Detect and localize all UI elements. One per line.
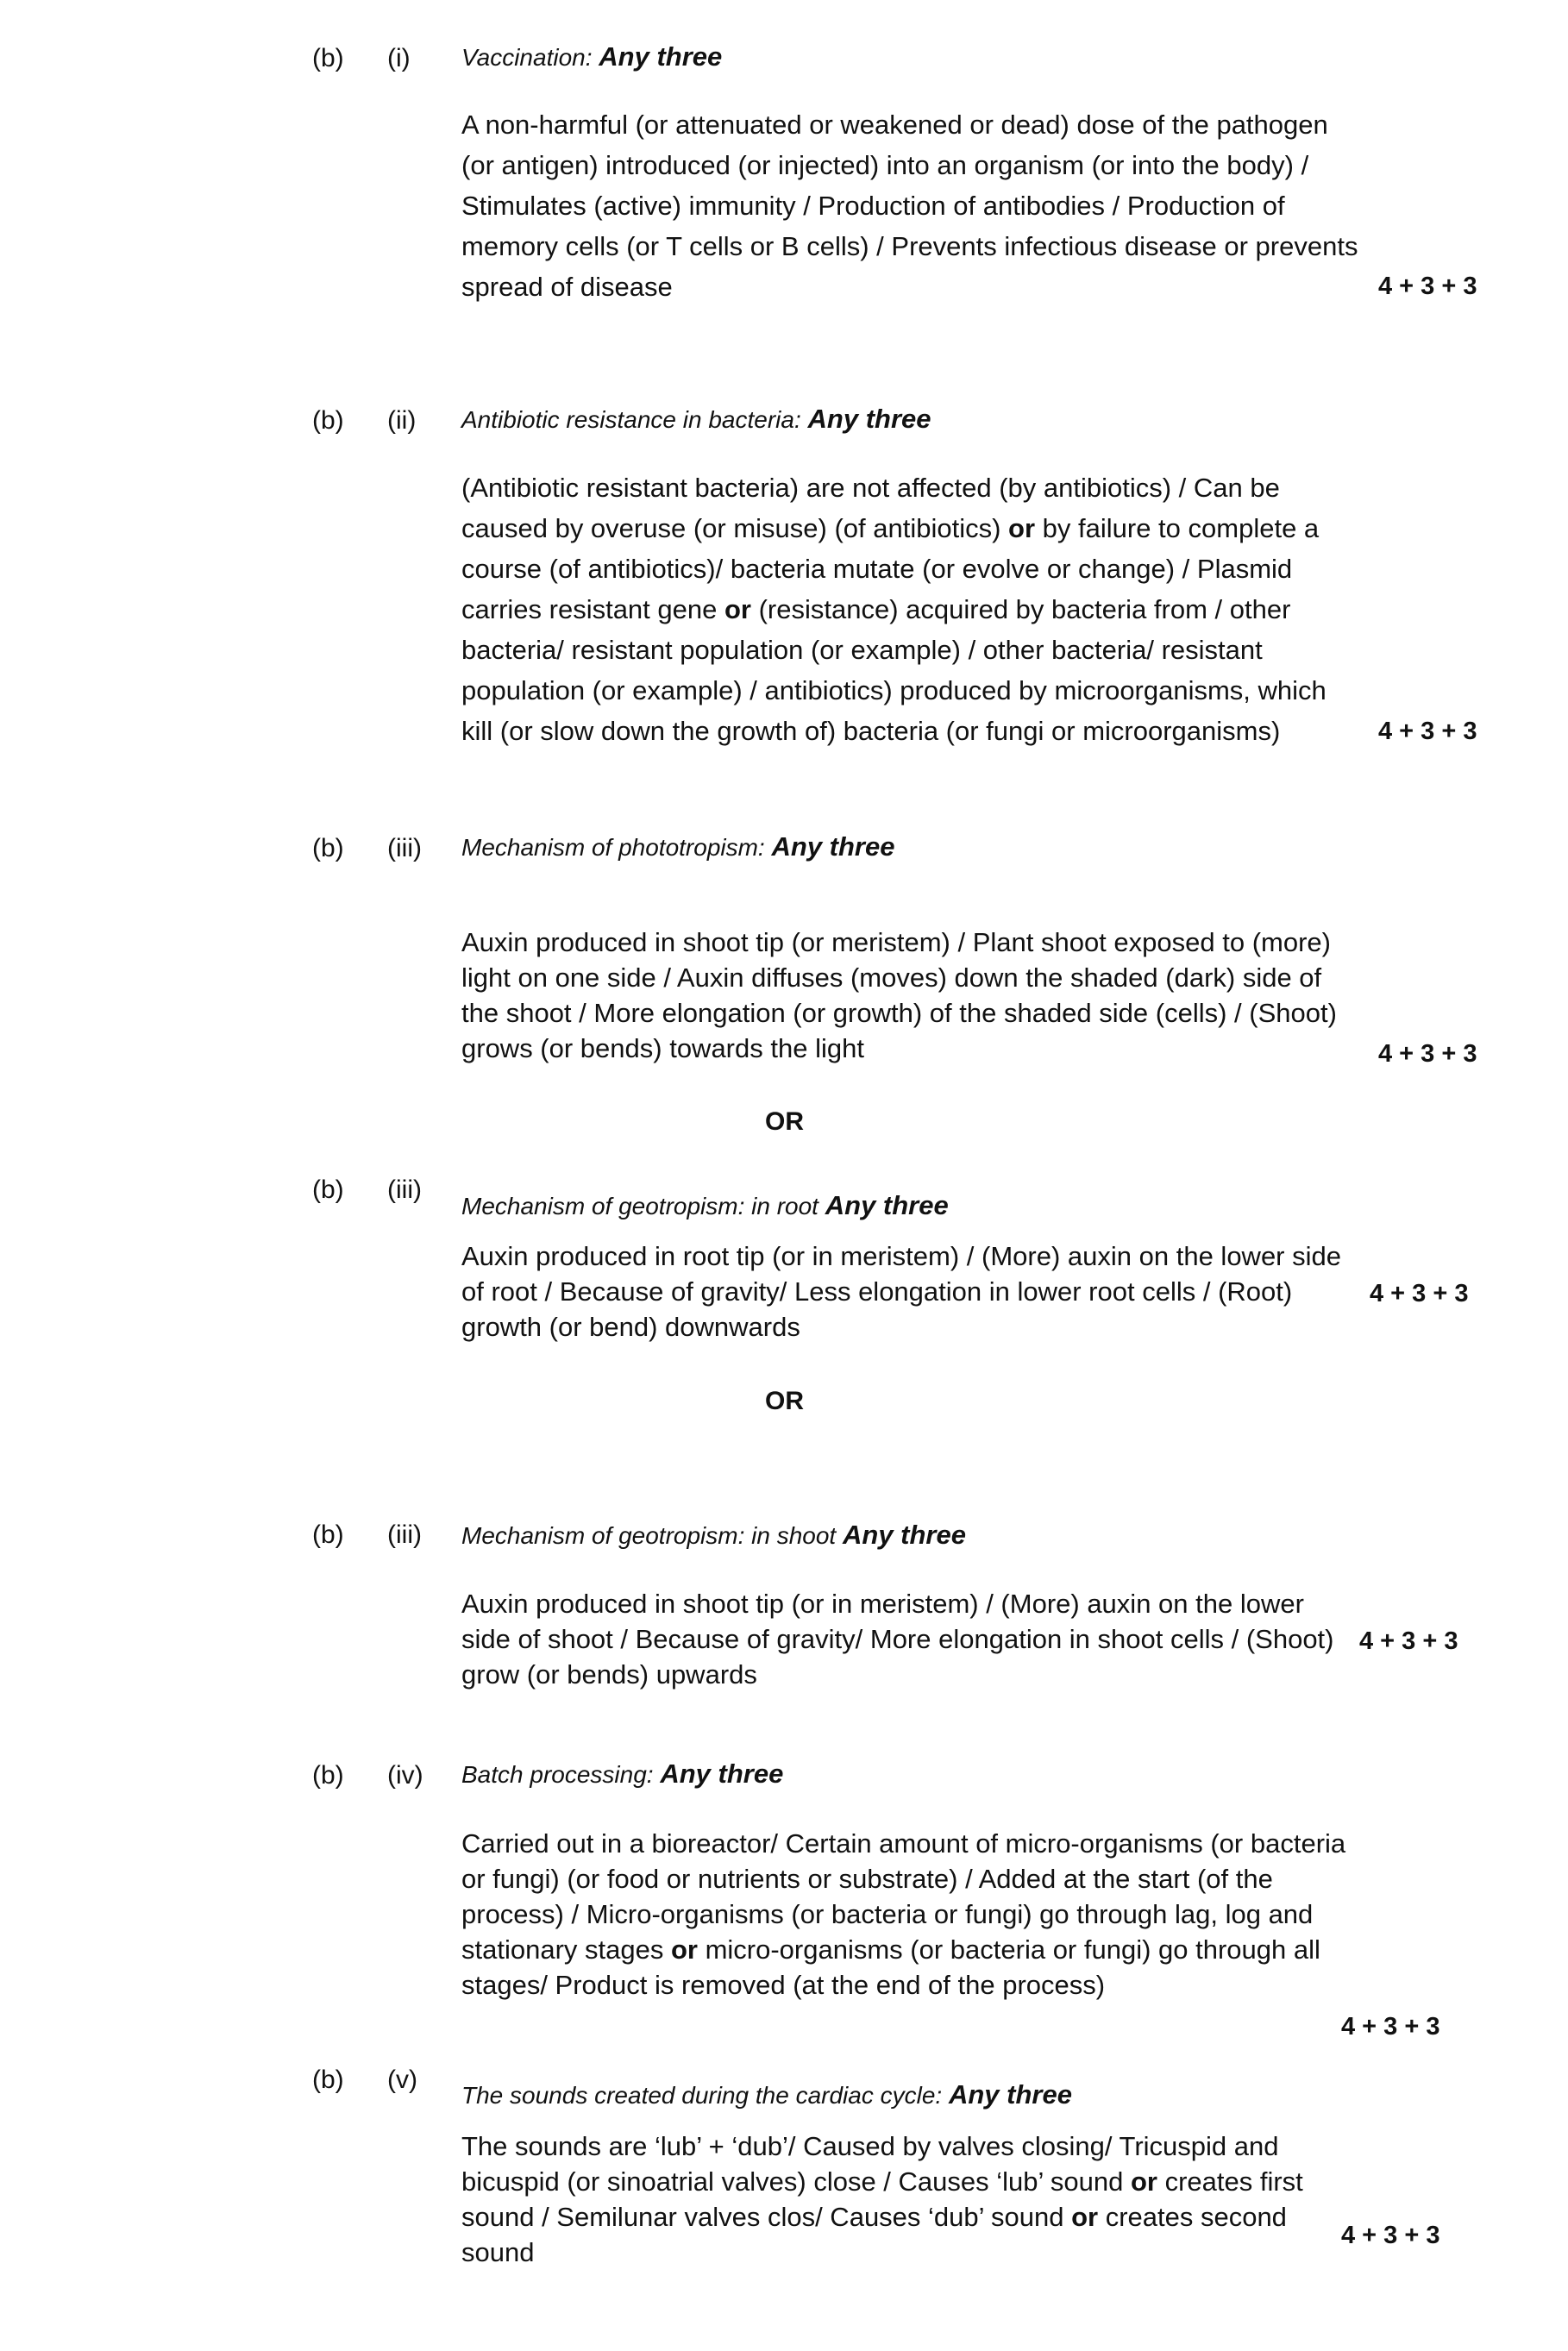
marks-allocation: 4 + 3 + 3 — [1341, 2013, 1440, 2041]
sub-part-label: (i) — [387, 44, 411, 72]
any-three-label: Any three — [843, 1520, 966, 1550]
any-three-label: Any three — [599, 41, 723, 72]
section-heading — [461, 1190, 949, 1222]
sub-part-label: (v) — [387, 2066, 417, 2094]
marks-allocation: 4 + 3 + 3 — [1359, 1627, 1458, 1655]
heading-text: Mechanism of phototropism: — [461, 834, 765, 861]
sub-part-label: (iii) — [387, 1176, 422, 1204]
sub-part-label: (ii) — [387, 406, 417, 435]
heading-text: Mechanism of geotropism: in root — [461, 1193, 818, 1219]
section-heading — [461, 41, 722, 73]
section-heading — [461, 1520, 966, 1552]
sub-part-label: (iii) — [387, 834, 422, 862]
part-label: (b) — [312, 834, 344, 862]
marks-allocation: 4 + 3 + 3 — [1378, 718, 1477, 745]
any-three-label: Any three — [825, 1190, 949, 1220]
heading-text: Batch processing: — [461, 1761, 654, 1788]
part-label: (b) — [312, 1520, 344, 1549]
marks-allocation: 4 + 3 + 3 — [1378, 1040, 1477, 1068]
answer-text: Auxin produced in shoot tip (or meristem) / Plant shoot exposed to (more) light on one side / Auxin diffuses (moves) down the shaded (dark) side of the shoot / More elongation (or growth) of the shaded side (cells) / (Shoot) grows (or bends) towards the light — [461, 927, 1337, 1063]
sub-part-label: (iv) — [387, 1761, 423, 1790]
part-label: (b) — [312, 44, 344, 72]
marks-allocation: 4 + 3 + 3 — [1341, 2222, 1440, 2249]
part-label: (b) — [312, 1761, 344, 1790]
or-separator: OR — [765, 1107, 804, 1136]
answer-text: (Antibiotic resistant bacteria) are not affected (by antibiotics) / Can be caused by overuse (or misuse) (of antibiotics) or by failure to complete a course (of antibiotics)/ bacteria mutate (or evolve or change) / Plasmid carries resistant gene or (resistance) acquired by bacteria from / other bacteria/ resistant population (or example) / other bacteria/ resistant population (or example) / antibiotics) produced by microorganisms, which kill (or slow down the growth of) bacteria (or fungi or microorganisms) — [461, 473, 1327, 746]
marks-allocation: 4 + 3 + 3 — [1378, 273, 1477, 300]
section-heading — [461, 1759, 783, 1790]
section-heading — [461, 2079, 1072, 2111]
any-three-label: Any three — [771, 831, 895, 862]
answer-text: Auxin produced in root tip (or in meristem) / (More) auxin on the lower side of root / Because of gravity/ Less elongation in lower root cells / (Root) growth (or bend) downwards — [461, 1241, 1341, 1342]
answer-text: A non-harmful (or attenuated or weakened or dead) dose of the pathogen (or antigen) introduced (or injected) into an organism (or into the body) / Stimulates (active) immunity / Production of antibodies / Production of memory cells (or T cells or B cells) / Prevents infectious disease or prevents spread of disease — [461, 110, 1358, 302]
sub-part-label: (iii) — [387, 1520, 422, 1549]
answer-text: Carried out in a bioreactor/ Certain amount of micro-organisms (or bacteria or fungi) (or food or nutrients or substrate) / Added at the start (of the process) / Micro-organisms (or bacteria or fungi) go through lag, log and stationary stages or micro-organisms (or bacteria or fungi) go through all stages/ Product is removed (at the end of the process) — [461, 1828, 1346, 2000]
heading-text: The sounds created during the cardiac cycle: — [461, 2082, 943, 2109]
part-label: (b) — [312, 2066, 344, 2094]
section-heading — [461, 831, 894, 863]
any-three-label: Any three — [948, 2079, 1072, 2110]
heading-text: Mechanism of geotropism: in shoot — [461, 1522, 837, 1549]
any-three-label: Any three — [807, 404, 931, 434]
part-label: (b) — [312, 1176, 344, 1204]
marks-allocation: 4 + 3 + 3 — [1370, 1280, 1469, 1307]
answer-text: The sounds are ‘lub’ + ‘dub’/ Caused by valves closing/ Tricuspid and bicuspid (or sinoatrial valves) close / Causes ‘lub’ sound or creates first sound / Semilunar valves clos/ Causes ‘dub’ sound or creates second sound — [461, 2131, 1303, 2267]
section-heading — [461, 404, 931, 436]
any-three-label: Any three — [660, 1759, 784, 1789]
or-separator: OR — [765, 1387, 804, 1415]
heading-text: Vaccination: — [461, 44, 593, 71]
part-label: (b) — [312, 406, 344, 435]
heading-text: Antibiotic resistance in bacteria: — [461, 406, 801, 433]
answer-text: Auxin produced in shoot tip (or in meristem) / (More) auxin on the lower side of shoot / Because of gravity/ More elongation in shoot cells / (Shoot) grow (or bends) upwards — [461, 1589, 1334, 1690]
